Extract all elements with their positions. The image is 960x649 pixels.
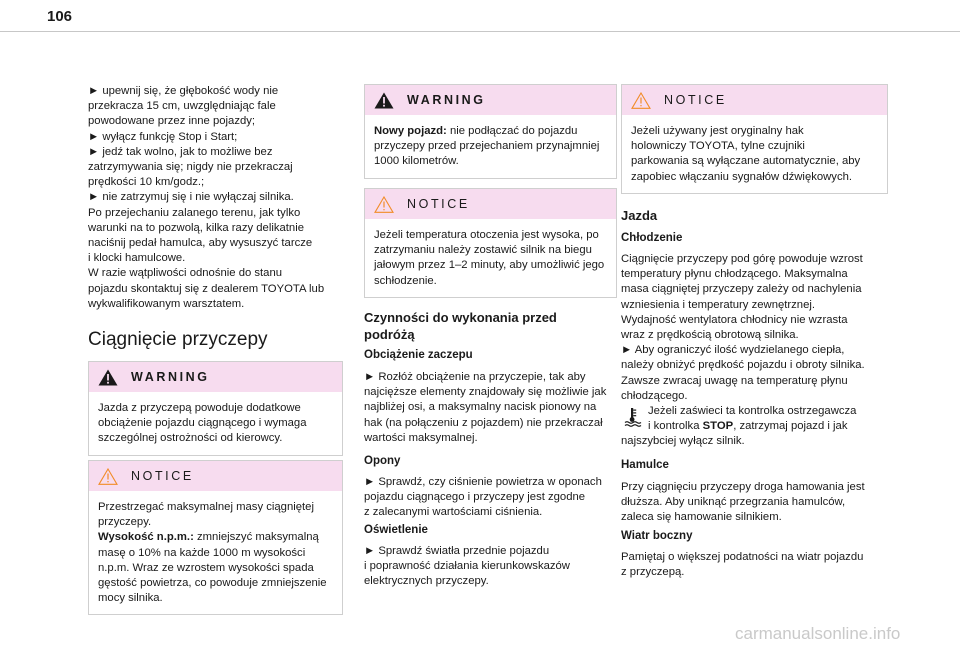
text-line: prędkości 10 km/godz.;	[88, 176, 205, 189]
heading-wind: Wiatr boczny	[621, 530, 693, 542]
heading-brakes: Hamulce	[621, 459, 669, 471]
warning-label: WARNING	[131, 370, 210, 384]
text-line	[648, 419, 847, 434]
text-line: holowniczy TOYOTA, tylne czujniki	[631, 140, 805, 153]
text-line: schłodzenie.	[374, 274, 437, 287]
lights-text	[364, 544, 624, 590]
text-line: najcięższe elementy znajdowały się możliwie jak	[364, 386, 607, 399]
text-line: szczególnej ostrożności od kierowcy.	[98, 432, 283, 445]
notice-body	[622, 115, 887, 193]
text-line	[374, 124, 607, 139]
text-line: przyczepy przed przejechaniem przynajmniej	[374, 140, 600, 153]
text-line: najbliżej osi, a maksymalny nacisk pionowy na	[364, 401, 597, 414]
tyres-text	[364, 475, 624, 521]
subtitle-line: podróżą	[364, 327, 415, 342]
text-line: masę o 10% na każde 1000 m wysokości	[98, 546, 306, 559]
text-line: należy obniżyć prędkość pojazdu i obroty silnika.	[621, 359, 865, 372]
text-line: wzniesienia i temperatury zewnętrznej.	[621, 298, 816, 311]
text-line: Zawsze zwracaj uwagę na temperaturę płynu	[621, 374, 848, 387]
text-line: Po przejechaniu zalanego terenu, jak tylko	[88, 206, 301, 219]
warning-body	[89, 392, 342, 455]
subtitle-line: Czynności do wykonania przed	[364, 310, 557, 325]
brakes-text	[621, 480, 896, 526]
text-span: i kontrolka	[648, 420, 703, 432]
notice-header	[89, 461, 342, 491]
text-line: 1000 kilometrów.	[374, 155, 459, 168]
text-line: ► Sprawdź światła przednie pojazdu	[364, 545, 550, 557]
notice-triangle-icon	[98, 468, 118, 485]
text-line: ► upewnij się, że głębokość wody nie	[88, 85, 279, 97]
text-line: i klocki hamulcowe.	[88, 252, 186, 265]
warning-triangle-icon	[98, 369, 118, 386]
text-line: ► Sprawdź, czy ciśnienie powietrza w oponach	[364, 476, 602, 488]
subsection-title	[364, 309, 557, 343]
cooling-text	[621, 252, 896, 404]
text-line: warunki na to pozwolą, kilka razy delikatnie	[88, 221, 305, 234]
text-line: najszybciej wyłącz silnik.	[621, 435, 745, 447]
intro-text	[88, 84, 348, 312]
text-line: jałowym przez 1–2 minuty, aby umożliwić jego	[374, 259, 605, 272]
warning-box	[364, 84, 617, 179]
warning-triangle-icon	[374, 92, 394, 109]
warning-header	[365, 85, 616, 115]
text-line: wartości maksymalnej.	[364, 431, 478, 444]
text-line: Ciągnięcie przyczepy pod górę powoduje wzrost	[621, 253, 863, 265]
text-line: masa ciągniętej przyczepy zależy od nachylenia	[621, 283, 862, 296]
text-line: zapobiec włączaniu sygnałów dźwiękowych.	[631, 170, 853, 183]
notice-label: NOTICE	[407, 197, 470, 211]
text-line: pojazdu ciągnącego i przyczepy jest zgodne	[364, 491, 586, 504]
text-line: ► nie zatrzymuj się i nie wyłączaj silnika.	[88, 191, 294, 204]
text-line: Jazda z przyczepą powoduje dodatkowe	[98, 402, 301, 414]
bold-term: Nowy pojazd:	[374, 125, 447, 137]
text-line: zaleca się hamowanie silnikiem.	[621, 511, 782, 524]
subsection-title: Jazda	[621, 208, 658, 223]
text-line: chłodzącego.	[621, 389, 688, 402]
text-span: , zatrzymaj pojazd i jak	[733, 420, 848, 432]
text-line: elektrycznych przyczepy.	[364, 575, 489, 588]
text-line: hak (na połączeniu z pojazdem) nie przekraczał	[364, 416, 603, 429]
text-line: Pamiętaj o większej podatności na wiatr pojazdu	[621, 551, 864, 563]
heading-lights: Oświetlenie	[364, 524, 428, 536]
text-line: wykwalifikowanym warsztatem.	[88, 297, 245, 310]
text-line: zatrzymaniu należy zostawić silnik na biegu	[374, 244, 592, 257]
warning-box	[88, 361, 343, 456]
text-line: Jeżeli używany jest oryginalny hak	[631, 125, 804, 137]
notice-box	[621, 84, 888, 194]
warning-body	[365, 115, 616, 178]
notice-body	[89, 491, 342, 614]
top-divider	[0, 31, 960, 32]
text-line: powodowane przez inne pojazdy;	[88, 115, 256, 128]
page-number: 106	[47, 8, 73, 25]
notice-triangle-icon	[374, 196, 394, 213]
text-span: zmniejszyć maksymalną	[193, 531, 319, 544]
notice-body	[365, 219, 616, 297]
load-text	[364, 370, 624, 446]
notice-header	[622, 85, 887, 115]
text-line: mocy silnika.	[98, 592, 163, 605]
coolant-temperature-icon	[624, 407, 642, 427]
text-line: dłuższa. Aby uniknąć przegrzania hamulców,	[621, 496, 846, 509]
text-line: przekracza 15 cm, uwzględniając fale	[88, 100, 276, 113]
text-span: nie podłączać do pojazdu	[446, 125, 578, 137]
text-line	[98, 530, 333, 545]
notice-header	[365, 189, 616, 219]
text-line: gęstość powietrza, co powoduje zmniejszenie	[98, 577, 327, 590]
watermark: carmanualsonline.info	[735, 624, 901, 643]
text-line: z zalecanymi wartościami ciśnienia.	[364, 506, 543, 519]
text-line: przyczepy.	[98, 516, 152, 529]
text-line: parkowania są wyłączane automatycznie, aby	[631, 155, 861, 168]
warning-header	[89, 362, 342, 392]
notice-box	[364, 188, 617, 298]
text-line: Wydajność wentylatora chłodnicy nie wzrasta	[621, 313, 848, 326]
text-line: ► Aby ograniczyć ilość wydzielanego ciepła,	[621, 344, 845, 357]
text-line: ► wyłącz funkcję Stop i Start;	[88, 130, 238, 143]
notice-box	[88, 460, 343, 615]
heading-tyres: Opony	[364, 455, 401, 467]
text-line: wraz z prędkością obrotową silnika.	[621, 329, 799, 342]
text-line: naciśnij pedał hamulca, aby wysuszyć tarcze	[88, 237, 313, 250]
text-line: Przy ciągnięciu przyczepy droga hamowania jest	[621, 481, 865, 493]
text-line: obciążenie pojazdu ciągnącego i wymaga	[98, 417, 307, 430]
text-line: Jeżeli zaświeci ta kontrolka ostrzegawcza	[648, 405, 857, 417]
text-line: Przestrzegać maksymalnej masy ciągniętej	[98, 501, 314, 513]
text-line: n.p.m. Wraz ze wzrostem wysokości spada	[98, 561, 314, 574]
text-line: i poprawność działania kierunkowskazów	[364, 560, 570, 573]
text-line: ► Rozłóż obciążenie na przyczepie, tak aby	[364, 371, 586, 383]
notice-triangle-icon	[631, 92, 651, 109]
text-line: temperatury płynu chłodzącego. Maksymalna	[621, 268, 848, 281]
text-line: pojazdu skontaktuj się z dealerem TOYOTA lub	[88, 282, 325, 295]
text-line: W razie wątpliwości odnośnie do stanu	[88, 267, 283, 280]
stop-term: STOP	[702, 420, 734, 432]
heading-load: Obciążenie zaczepu	[364, 349, 473, 361]
notice-label: NOTICE	[131, 469, 194, 483]
warning-label: WARNING	[407, 93, 486, 107]
text-line: z przyczepą.	[621, 566, 685, 579]
text-line: Jeżeli temperatura otoczenia jest wysoka, po	[374, 229, 599, 241]
section-title: Ciągnięcie przyczepy	[88, 329, 268, 350]
heading-cooling: Chłodzenie	[621, 232, 683, 244]
text-line: zatrzymywania się; nigdy nie przekraczaj	[88, 161, 293, 174]
text-line: ► jedź tak wolno, jak to możliwe bez	[88, 145, 273, 158]
wind-text	[621, 550, 896, 580]
notice-label: NOTICE	[664, 93, 727, 107]
bold-term: Wysokość n.p.m.:	[98, 531, 194, 544]
